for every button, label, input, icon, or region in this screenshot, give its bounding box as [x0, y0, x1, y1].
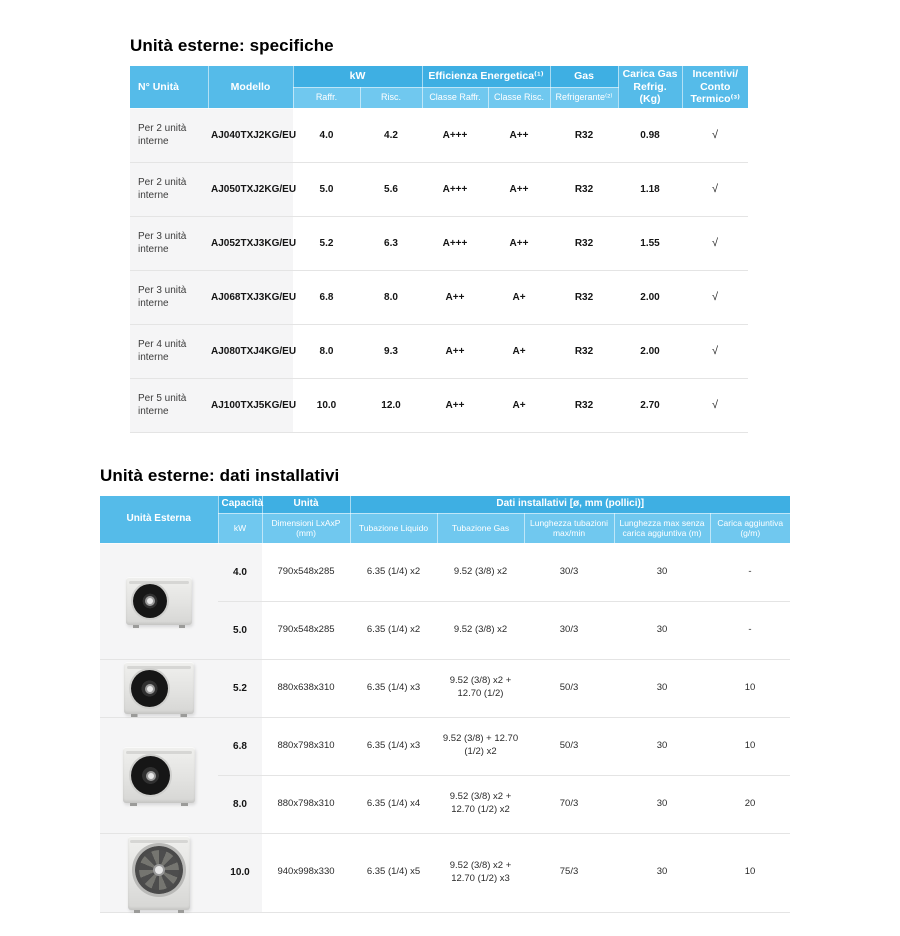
- lunghezza-max-cell: 30: [614, 717, 710, 775]
- header-kw-group: kW: [293, 66, 422, 87]
- tubazione-gas-cell: 9.52 (3/8) x2 + 12.70 (1/2): [437, 659, 524, 717]
- raffr-cell: 5.0: [293, 162, 360, 216]
- capacita-cell: 5.2: [218, 659, 262, 717]
- tubazione-gas-cell: 9.52 (3/8) x2 + 12.70 (1/2) x2: [437, 775, 524, 833]
- check-mark: √: [682, 270, 748, 324]
- modello-cell: AJ068TXJ3KG/EU: [208, 270, 293, 324]
- spec-section: [130, 36, 748, 433]
- modello-cell: AJ050TXJ2KG/EU: [208, 162, 293, 216]
- install-row: [100, 833, 790, 912]
- check-mark: √: [711, 128, 719, 141]
- tubazione-liquido-cell: 6.35 (1/4) x2: [350, 601, 437, 659]
- unit-vent: [126, 751, 192, 754]
- carica-cell: 2.70: [618, 378, 682, 432]
- spec-row: [130, 108, 748, 162]
- dimensioni-cell: 880x638x310: [262, 659, 350, 717]
- carica-cell: 1.18: [618, 162, 682, 216]
- subheader-carica-aggiuntiva: Carica aggiuntiva (g/m): [710, 513, 790, 543]
- modello-cell: AJ040TXJ2KG/EU: [208, 108, 293, 162]
- subheader-classe-risc: Classe Risc.: [488, 87, 550, 108]
- unit-feet: [134, 910, 184, 913]
- classe-risc-cell: A+: [488, 378, 550, 432]
- classe-risc-cell: A+: [488, 324, 550, 378]
- spec-row: [130, 324, 748, 378]
- header-capacita: Capacità: [218, 496, 262, 514]
- gas-cell: R32: [550, 324, 618, 378]
- gas-cell: R32: [574, 129, 594, 141]
- lunghezza-tubazioni-cell: 30/3: [559, 565, 579, 577]
- header-unita: Unità: [262, 496, 350, 514]
- capacita-cell: 8.0: [218, 775, 262, 833]
- dimensioni-cell: 790x548x285: [277, 565, 335, 577]
- subheader-classe-raffr: Classe Raffr.: [422, 87, 488, 108]
- subheader-dimensioni: Dimensioni LxAxP (mm): [262, 513, 350, 543]
- header-n-unita: N° Unità: [130, 66, 208, 108]
- tubazione-gas-cell: 9.52 (3/8) x2: [437, 601, 524, 659]
- unit-photo-cell: [100, 543, 218, 659]
- subheader-risc: Risc.: [360, 87, 422, 108]
- risc-cell: 5.6: [360, 162, 422, 216]
- tubazione-liquido-cell: 6.35 (1/4) x3: [350, 717, 437, 775]
- lunghezza-tubazioni-cell: 50/3: [524, 717, 614, 775]
- n-unita-cell: Per 4 unità interne: [130, 324, 208, 378]
- classe-raffr-cell: A++: [422, 378, 488, 432]
- subheader-tubazione-liquido: Tubazione Liquido: [350, 513, 437, 543]
- raffr-cell: 10.0: [293, 378, 360, 432]
- lunghezza-max-cell: 30: [614, 601, 710, 659]
- check-mark: √: [682, 162, 748, 216]
- install-row: [100, 543, 790, 601]
- dimensioni-cell: 790x548x285: [262, 601, 350, 659]
- subheader-kw: kW: [218, 513, 262, 543]
- spec-row: [130, 270, 748, 324]
- spec-row: [130, 378, 748, 432]
- install-row: [100, 717, 790, 775]
- outdoor-unit-large-photo: [123, 747, 195, 803]
- gas-cell: R32: [550, 378, 618, 432]
- tubazione-liquido-cell: 6.35 (1/4) x5: [350, 833, 437, 912]
- unit-vent: [127, 666, 191, 669]
- modello-cell: AJ100TXJ5KG/EU: [208, 378, 293, 432]
- lunghezza-max-cell: 30: [656, 565, 668, 577]
- classe-raffr-cell: A+++: [422, 216, 488, 270]
- carica-aggiuntiva-cell: 20: [710, 775, 790, 833]
- header-dati-installativi-group: Dati installativi [ø, mm (pollici)]: [350, 496, 790, 514]
- classe-risc-cell: A++: [488, 162, 550, 216]
- gas-cell: R32: [550, 270, 618, 324]
- lunghezza-max-cell: 30: [614, 775, 710, 833]
- install-title: Unità esterne: dati installativi: [100, 465, 340, 485]
- classe-risc-cell: A++: [509, 129, 529, 141]
- risc-cell: 6.3: [360, 216, 422, 270]
- unit-vent: [129, 581, 190, 584]
- n-unita-cell: Per 2 unità interne: [130, 162, 208, 216]
- modello-cell: AJ080TXJ4KG/EU: [208, 324, 293, 378]
- carica-aggiuntiva-cell: -: [710, 601, 790, 659]
- tubazione-gas-cell: 9.52 (3/8) x2 + 12.70 (1/2) x3: [437, 833, 524, 912]
- subheader-lunghezza-max: Lunghezza max senza carica aggiuntiva (m): [614, 513, 710, 543]
- lunghezza-tubazioni-cell: 30/3: [524, 601, 614, 659]
- subheader-tubazione-gas: Tubazione Gas: [437, 513, 524, 543]
- carica-aggiuntiva-cell: 10: [710, 659, 790, 717]
- classe-raffr-cell: A++: [422, 324, 488, 378]
- risc-cell: 8.0: [360, 270, 422, 324]
- header-unita-esterna: Unità Esterna: [100, 496, 218, 544]
- header-incentivi: Incentivi/ Conto Termico⁽³⁾: [682, 66, 748, 108]
- n-unita-cell: Per 2 unità interne: [130, 108, 208, 162]
- install-section: [100, 466, 790, 913]
- spec-title: Unità esterne: specifiche: [130, 36, 334, 55]
- capacita-cell: 5.0: [218, 601, 262, 659]
- subheader-lunghezza-tubazioni: Lunghezza tubazioni max/min: [524, 513, 614, 543]
- classe-raffr-cell: A+++: [442, 129, 468, 141]
- header-modello: Modello: [208, 66, 293, 108]
- unit-photo-cell: [100, 717, 218, 833]
- check-mark: √: [682, 324, 748, 378]
- tubazione-gas-cell: 9.52 (3/8) + 12.70 (1/2) x2: [437, 717, 524, 775]
- raffr-cell: 4.0: [319, 129, 334, 141]
- tubazione-liquido-cell: 6.35 (1/4) x3: [350, 659, 437, 717]
- spec-row: [130, 162, 748, 216]
- carica-aggiuntiva-cell: -: [748, 565, 752, 577]
- carica-aggiuntiva-cell: 10: [710, 833, 790, 912]
- subheader-refrigerante: Refrigerante⁽²⁾: [550, 87, 618, 108]
- fan-hub: [148, 773, 154, 779]
- risc-cell: 9.3: [360, 324, 422, 378]
- capacita-cell: 6.8: [218, 717, 262, 775]
- capacita-cell: 10.0: [218, 833, 262, 912]
- outdoor-unit-xl-photo: [128, 836, 190, 910]
- install-row: [100, 659, 790, 717]
- carica-cell: 0.98: [640, 129, 660, 141]
- classe-risc-cell: A+: [488, 270, 550, 324]
- lunghezza-tubazioni-cell: 75/3: [524, 833, 614, 912]
- classe-risc-cell: A++: [488, 216, 550, 270]
- raffr-cell: 6.8: [293, 270, 360, 324]
- risc-cell: 4.2: [384, 129, 398, 141]
- capacita-cell: 4.0: [218, 543, 262, 601]
- tubazione-liquido-cell: 6.35 (1/4) x4: [350, 775, 437, 833]
- lunghezza-max-cell: 30: [614, 659, 710, 717]
- n-unita-cell: Per 3 unità interne: [130, 216, 208, 270]
- check-mark: √: [682, 378, 748, 432]
- gas-cell: R32: [550, 216, 618, 270]
- unit-photo-cell: [100, 659, 218, 717]
- outdoor-unit-small-photo: [126, 577, 192, 625]
- unit-feet: [133, 625, 186, 628]
- raffr-cell: 5.2: [293, 216, 360, 270]
- carica-cell: 2.00: [618, 270, 682, 324]
- classe-raffr-cell: A++: [422, 270, 488, 324]
- dimensioni-cell: 940x998x330: [262, 833, 350, 912]
- header-carica-gas: Carica Gas Refrig. (Kg): [618, 66, 682, 108]
- check-mark: √: [682, 216, 748, 270]
- fan-hub: [147, 686, 153, 692]
- install-table: [100, 496, 790, 913]
- raffr-cell: 8.0: [293, 324, 360, 378]
- outdoor-unit-medium-photo: [124, 662, 194, 714]
- unit-photo-cell: [100, 833, 218, 912]
- unit-feet: [130, 803, 188, 806]
- unit-vent: [130, 840, 187, 843]
- classe-raffr-cell: A+++: [422, 162, 488, 216]
- n-unita-cell: Per 5 unità interne: [130, 378, 208, 432]
- tubazione-liquido-cell: 6.35 (1/4) x2: [366, 565, 421, 577]
- fan-hub: [155, 866, 163, 874]
- lunghezza-tubazioni-cell: 70/3: [524, 775, 614, 833]
- modello-cell: AJ052TXJ3KG/EU: [208, 216, 293, 270]
- spec-row: [130, 216, 748, 270]
- carica-cell: 1.55: [618, 216, 682, 270]
- spec-table: [130, 66, 748, 433]
- n-unita-cell: Per 3 unità interne: [130, 270, 208, 324]
- gas-cell: R32: [550, 162, 618, 216]
- lunghezza-tubazioni-cell: 50/3: [524, 659, 614, 717]
- dimensioni-cell: 880x798x310: [262, 717, 350, 775]
- header-efficienza-group: Efficienza Energetica⁽¹⁾: [422, 66, 550, 87]
- tubazione-gas-cell: 9.52 (3/8) x2: [453, 565, 508, 577]
- dimensioni-cell: 880x798x310: [262, 775, 350, 833]
- unit-feet: [131, 714, 187, 717]
- carica-aggiuntiva-cell: 10: [710, 717, 790, 775]
- lunghezza-max-cell: 30: [614, 833, 710, 912]
- subheader-raffr: Raffr.: [293, 87, 360, 108]
- carica-cell: 2.00: [618, 324, 682, 378]
- risc-cell: 12.0: [360, 378, 422, 432]
- header-gas: Gas: [550, 66, 618, 87]
